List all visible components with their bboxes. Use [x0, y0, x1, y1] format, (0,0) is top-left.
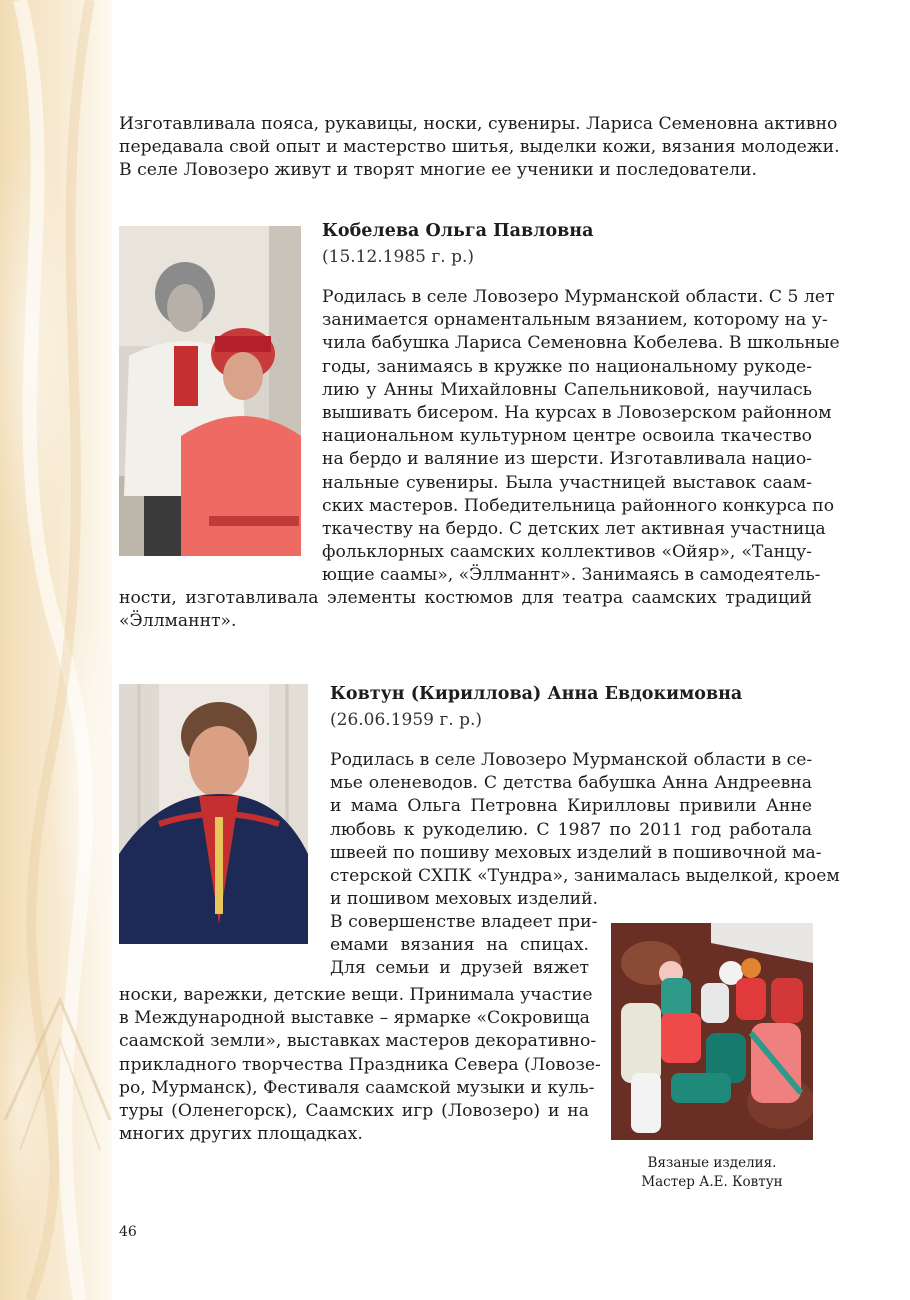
text-line: носки, варежки, детские вещи. Принимала участие — [119, 985, 593, 1005]
photo-caption — [611, 1154, 813, 1192]
text-line: В совершенстве владеет при- — [330, 912, 598, 932]
text-line: лию у Анны Михайловны Сапельниковой, научилась — [322, 379, 812, 400]
text-line: «Ӭллманнт». — [119, 611, 237, 632]
text-line: ющие саамы», «Ӭллманнт». Занимаясь в самодеятель- — [322, 565, 821, 585]
caption-line: Вязаные изделия. — [647, 1155, 777, 1171]
text-line: В селе Ловозеро живут и творят многие ее ученики и последователи. — [119, 160, 757, 181]
decorative-border — [0, 0, 112, 1300]
text-line: швеей по пошиву меховых изделий в пошивочной ма- — [330, 842, 822, 863]
text-line: емами вязания на спицах. — [330, 935, 589, 956]
intro-paragraph — [119, 113, 840, 183]
kovtun-bio-bottom — [119, 984, 601, 1146]
text-line: чила бабушка Лариса Семеновна Кобелева. В школьные — [322, 333, 840, 354]
text-line: Родилась в селе Ловозеро Мурманской области. С 5 лет — [322, 287, 835, 307]
person-name: Кобелева Ольга Павловна — [322, 221, 594, 241]
text-line: Родилась в селе Ловозеро Мурманской области в се- — [330, 750, 813, 770]
text-line: многих других площадках. — [119, 1124, 363, 1145]
photo-kovtun — [119, 684, 308, 944]
kovtun-bio-mid — [330, 911, 598, 981]
kovtun-bio-top — [330, 749, 840, 911]
text-line: мье оленеводов. С детства бабушка Анна Андреевна — [330, 773, 812, 794]
text-line: вышивать бисером. На курсах в Ловозерском районном — [322, 403, 832, 424]
text-line: передавала свой опыт и мастерство шитья, выделки кожи, вязания молодежи. — [119, 137, 840, 158]
text-line: годы, занимаясь в кружке по национальному рукоде- — [322, 356, 812, 377]
kobeleva-bio-wrapped — [322, 286, 840, 564]
caption-line: Мастер А.Е. Ковтун — [641, 1174, 783, 1190]
text-line: в Международной выставке – ярмарке «Сокровища — [119, 1008, 590, 1029]
photo-knitted-items — [611, 923, 813, 1140]
text-line: и пошивом меховых изделий. — [330, 889, 598, 910]
text-line: саамской земли», выставках мастеров декоративно- — [119, 1031, 597, 1052]
photo-kobeleva — [119, 226, 301, 556]
text-line: и мама Ольга Петровна Кирилловы привили Анне — [330, 796, 812, 817]
text-line: стерской СХПК «Тундра», занималась выделкой, кроем — [330, 866, 840, 887]
text-line: ткачеству на бердо. С детских лет активная участница — [322, 519, 826, 540]
text-line: нальные сувениры. Была участницей выставок саам- — [322, 472, 812, 493]
text-line: ности, изготавливала элементы костюмов для театра саамских традиций — [119, 588, 812, 609]
text-line: прикладного творчества Праздника Севера (Ловозе- — [119, 1054, 601, 1075]
kobeleva-bio-full — [119, 564, 821, 634]
text-line: Для семьи и друзей вяжет — [330, 958, 589, 979]
person-name: Ковтун (Кириллова) Анна Евдокимовна — [330, 684, 743, 704]
text-line: ро, Мурманск), Фестиваля саамской музыки и куль- — [119, 1077, 595, 1098]
text-line: туры (Оленегорск), Саамских игр (Ловозеро) и на — [119, 1101, 589, 1122]
birth-date: (15.12.1985 г. р.) — [322, 247, 475, 267]
text-line: занимается орнаментальным вязанием, которому на у- — [322, 310, 828, 331]
text-line: Изготавливала пояса, рукавицы, носки, сувениры. Лариса Семеновна активно — [119, 114, 838, 134]
text-line: ских мастеров. Победительница районного конкурса по — [322, 495, 835, 516]
page-number: 46 — [119, 1224, 137, 1240]
text-line: фольклорных саамских коллективов «Ойяр», «Танцу- — [322, 542, 812, 563]
text-line: национальном культурном центре освоила ткачество — [322, 426, 812, 447]
text-line: на бердо и валяние из шерсти. Изготавливала нацио- — [322, 449, 812, 470]
birth-date: (26.06.1959 г. р.) — [330, 710, 483, 730]
text-line: любовь к рукоделию. С 1987 по 2011 год работала — [330, 819, 812, 840]
